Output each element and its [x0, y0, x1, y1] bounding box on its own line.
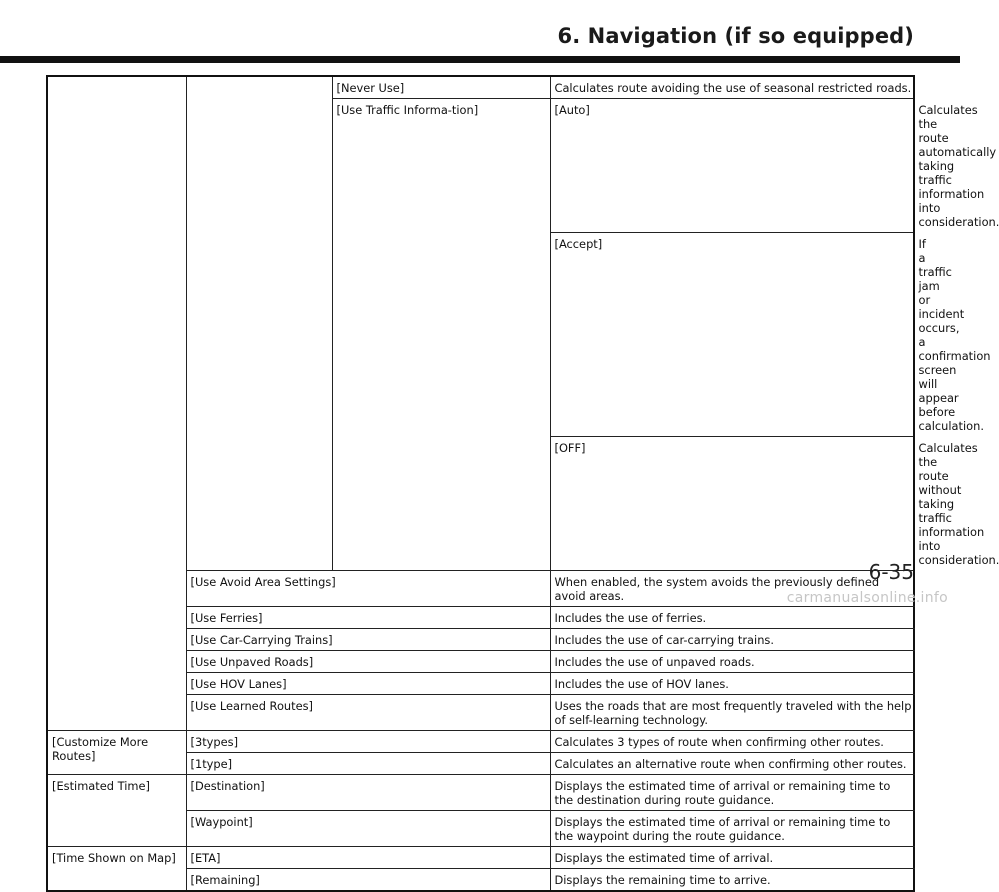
- table-cell: Displays the estimated time of arrival.: [550, 847, 914, 869]
- table-cell: [Waypoint]: [186, 811, 550, 847]
- page-number: 6-35: [868, 560, 914, 584]
- table-row: [47, 847, 914, 869]
- table-row: [47, 76, 914, 99]
- table-cell: [Estimated Time]: [47, 775, 186, 847]
- table-cell: [Remaining]: [186, 869, 550, 892]
- watermark-text: carmanualsonline.info: [786, 590, 948, 606]
- table-cell: Calculates an alternative route when confirming other routes.: [550, 753, 914, 775]
- table-cell: [Use Car-Carrying Trains]: [186, 629, 550, 651]
- table-cell: [Use Traffic Informa-tion]: [332, 99, 550, 571]
- table-cell: Displays the estimated time of arrival or remaining time to the waypoint during the route guidance.: [550, 811, 914, 847]
- table-cell: [Accept]: [550, 233, 914, 437]
- table-cell: Includes the use of HOV lanes.: [550, 673, 914, 695]
- table-cell: Includes the use of ferries.: [550, 607, 914, 629]
- table-cell: Displays the estimated time of arrival or remaining time to the destination during route guidance.: [550, 775, 914, 811]
- table-cell: [Destination]: [186, 775, 550, 811]
- table-cell: [47, 76, 186, 731]
- table-row: [OFF] Calculates the route without taking traffic information into consideration.: [47, 437, 914, 571]
- table-cell: Displays the remaining time to arrive.: [550, 869, 914, 892]
- table-cell: [Never Use]: [332, 76, 550, 99]
- header-divider: [0, 56, 960, 63]
- table-row: [Use Traffic Informa-tion] [Auto] Calculates the route automatically taking traffic information into consideration.: [47, 99, 914, 233]
- table-cell: [Use HOV Lanes]: [186, 673, 550, 695]
- table-cell: [Use Avoid Area Settings]: [186, 571, 550, 607]
- table-cell: Includes the use of car-carrying trains.: [550, 629, 914, 651]
- table-cell: [Auto]: [550, 99, 914, 233]
- table-cell: [OFF]: [550, 437, 914, 571]
- table-cell: [Customize More Routes]: [47, 731, 186, 775]
- table-row: [Accept] If a traffic jam or incident occurs, a confirmation screen will appear before calculation.: [47, 233, 914, 437]
- table-cell: [1type]: [186, 753, 550, 775]
- table-cell: [Use Unpaved Roads]: [186, 651, 550, 673]
- table-cell: [Use Learned Routes]: [186, 695, 550, 731]
- table-cell: Uses the roads that are most frequently traveled with the help of self-learning technology.: [550, 695, 914, 731]
- table-cell: [Use Ferries]: [186, 607, 550, 629]
- table-row: [47, 775, 914, 811]
- table-cell: Calculates 3 types of route when confirming other routes.: [550, 731, 914, 753]
- page-header-title: 6. Navigation (if so equipped): [557, 24, 914, 48]
- table-cell: [ETA]: [186, 847, 550, 869]
- table-cell: [3types]: [186, 731, 550, 753]
- table-cell: [186, 76, 332, 571]
- table-cell: Includes the use of unpaved roads.: [550, 651, 914, 673]
- table-cell: Calculates route avoiding the use of seasonal restricted roads.: [550, 76, 914, 99]
- settings-table: [46, 75, 999, 892]
- table-row: [47, 731, 914, 753]
- table-cell: [Time Shown on Map]: [47, 847, 186, 892]
- table-cell: When enabled, the system avoids the previously defined avoid areas.: [550, 571, 914, 607]
